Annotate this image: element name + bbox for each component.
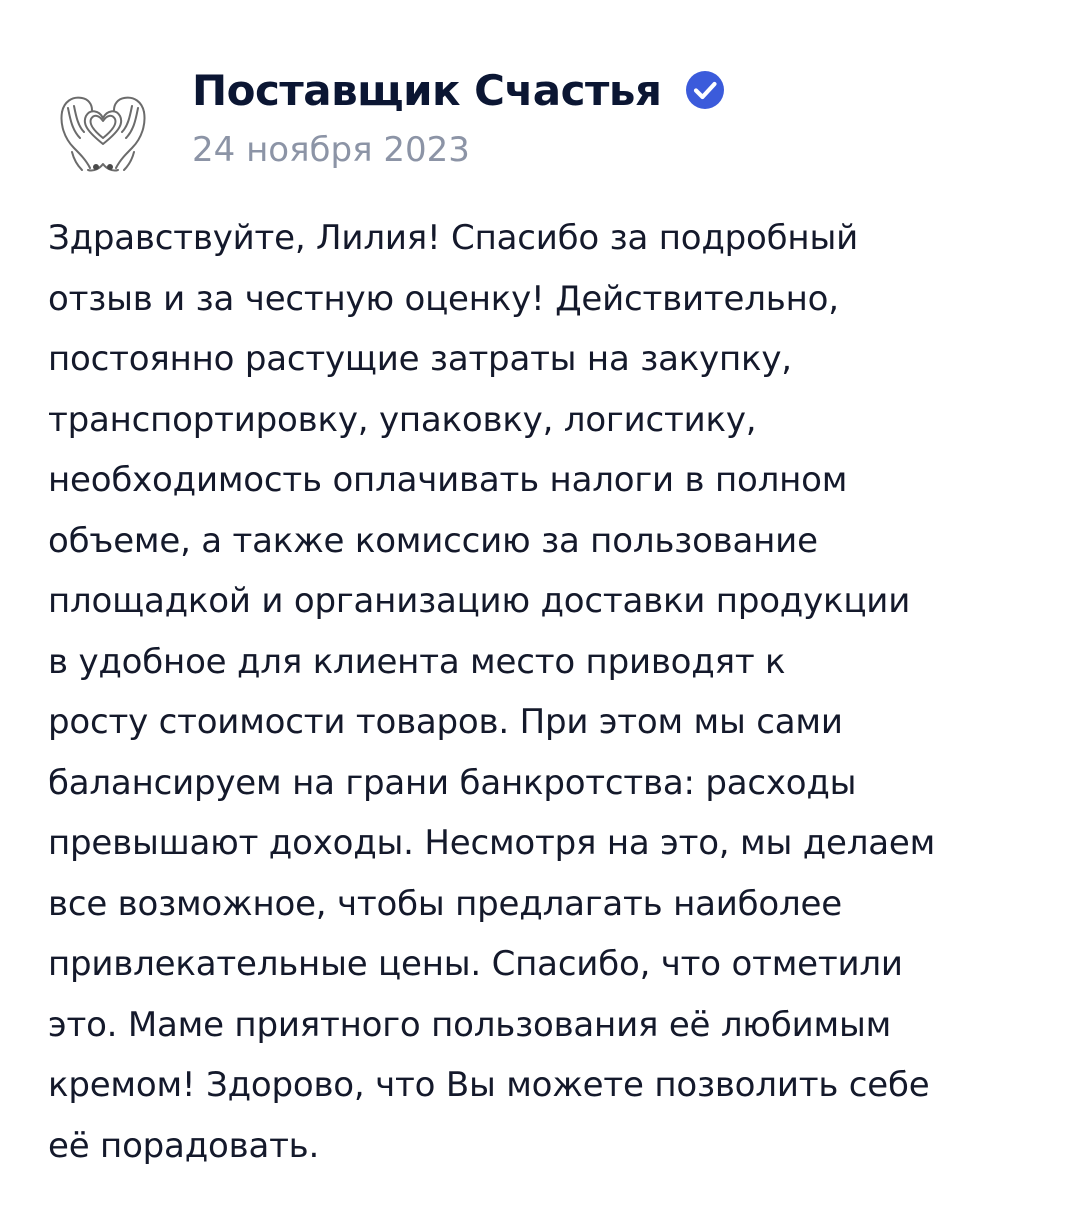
hands-heart-icon xyxy=(48,72,158,182)
seller-name-row xyxy=(192,60,725,120)
seller-header xyxy=(48,60,1028,180)
seller-name[interactable]: Поставщик Счастья xyxy=(192,65,662,115)
reply-date: 24 ноября 2023 xyxy=(192,130,470,170)
verified-check-icon xyxy=(685,70,725,110)
avatar[interactable] xyxy=(48,72,158,182)
reply-text: Здравствуйте, Лилия! Спасибо за подробный отзыв и за честную оценку! Действительно, постоянно растущие затраты на закупку, транспортировку, упаковку, логистику, необходимость оплачивать налоги в полном объеме, а также комиссию за пользование площадкой и организацию доставки продукции в удобное для клиента место приводят к росту стоимости товаров. При этом мы сами балансируем на грани банкротства: расходы превышают доходы. Несмотря на это, мы делаем все возможное, чтобы предлагать наиболее привлекательные цены. Спасибо, что отметили это. Маме приятного пользования её любимым кремом! Здорово, что Вы можете позволить себе её порадовать. xyxy=(48,218,936,1166)
